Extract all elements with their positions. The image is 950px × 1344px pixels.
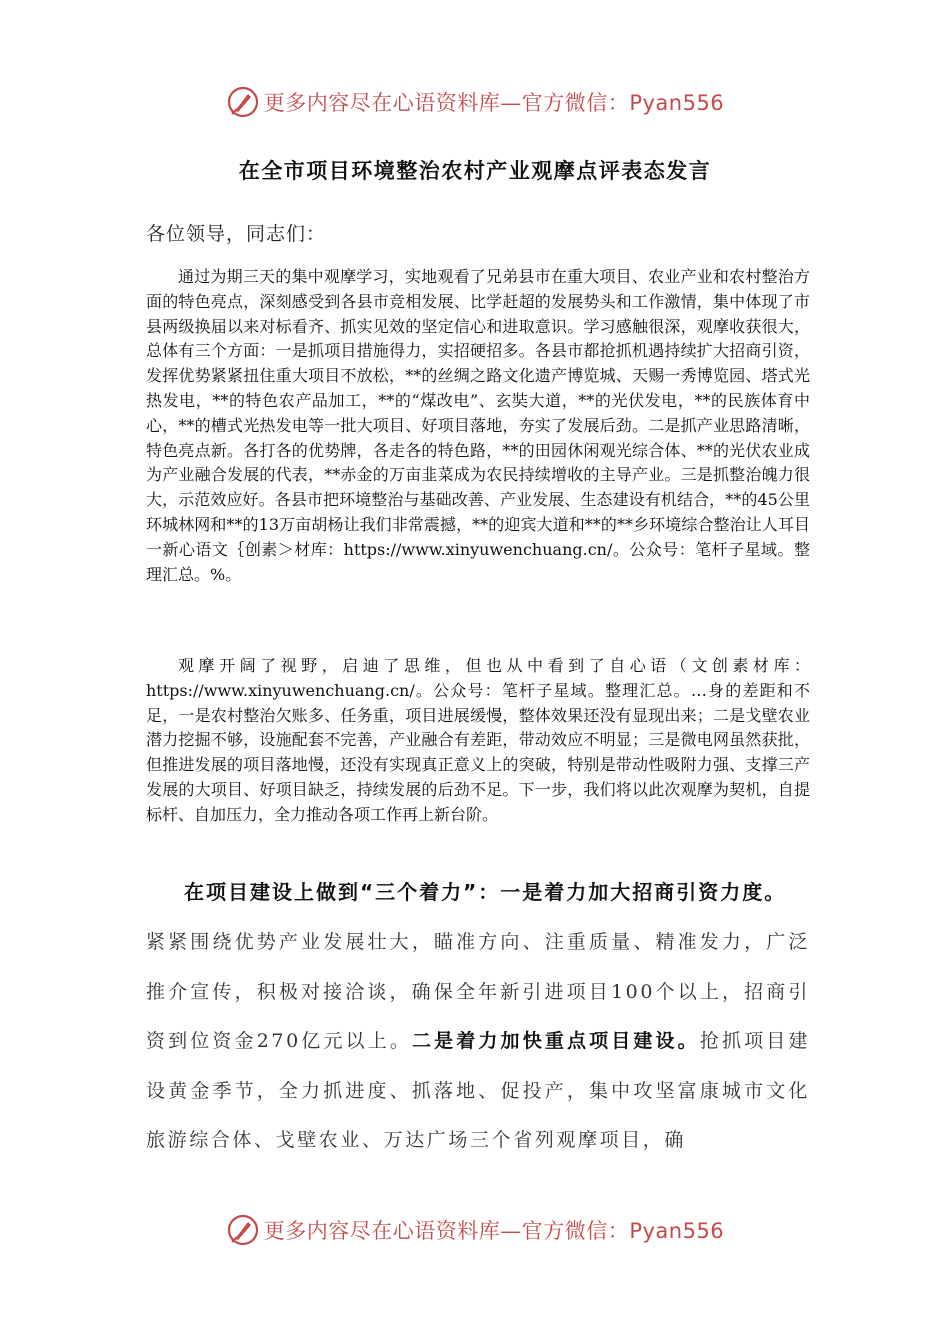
banner-text <box>264 87 724 117</box>
paragraph-shortcomings: 观摩开阔了视野，启迪了思维，但也从中看到了自心语（文创素材库：https://www.xinyuwenchuang.cn/。公众号：笔杆子星域。整理汇总。…身的差距和不足，一是农村整治欠账多、任务重，项目进展缓慢，整体效果还没有显现出来；二是戈壁农业潜力挖掘不够，设施配套不完善，产业融合有差距，带动效应不明显；三是微电网虽然获批，但推进发展的项目落地慢，还没有实现真正意义上的突破，特别是带动性吸附力强、支撑三产发展的大项目、好项目缺乏，持续发展的后劲不足。下一步，我们将以此次观摩为契机，自提标杆、自加压力，全力推动各项工作再上新台阶。 <box>146 656 810 824</box>
body-part-1: 紧紧围绕优势产业发展壮大，瞄准方向、注重质量、精准发力，广泛推介宣传，积极对接洽谈，确保全年新引进项目100个以上，招商引资到位资金270亿元以上。 <box>146 931 810 1052</box>
header-watermark-banner <box>0 82 950 122</box>
document-title: 在全市项目环境整治农村产业观摩点评表态发言 <box>238 159 712 183</box>
banner-text <box>264 1215 724 1245</box>
banner-label: 更多内容尽在心语资料库—官方微信： <box>263 1219 630 1243</box>
section-heading: 在项目建设上做到“三个着力”：一是着力加大招商引资力度。 <box>184 880 787 904</box>
quill-pen-icon <box>226 85 260 119</box>
banner-handle: Pyan556 <box>629 1219 725 1243</box>
body-emphasis: 二是着力加快重点项目建设。 <box>412 1030 700 1052</box>
section-body <box>146 918 810 1166</box>
banner-handle: Pyan556 <box>629 91 725 115</box>
salutation: 各位领导，同志们： <box>146 223 327 245</box>
paragraph-observations: 通过为期三天的集中观摩学习，实地观看了兄弟县市在重大项目、农业产业和农村整治方面的特色亮点，深刻感受到各县市竞相发展、比学赶超的发展势头和工作激情，集中体现了市县两级换届以来对标看齐、抓实见效的坚定信心和进取意识。学习感触很深，观摩收获很大，总体有三个方面：一是抓项目措施得力，实招硬招多。各县市都抢抓机遇持续扩大招商引资，发挥优势紧紧扭住重大项目不放松，**的丝绸之路文化遗产博览城、天赐一秀博览园、塔式光热发电，**的特色农产品加工，**的“煤改电”、玄奘大道，**的光伏发电，**的民族体育中心，**的槽式光热发电等一批大项目、好项目落地，夯实了发展后劲。二是抓产业思路清晰，特色亮点新。各打各的优势牌，各走各的特色路，**的田园休闲观光综合体、**的光伏农业成为产业融合发展的代表，**赤金的万亩韭菜成为农民持续增收的主导产业。三是抓整治魄力很大，示范效应好。各县市把环境整治与基础改善、产业发展、生态建设有机结合，**的45公里环城林网和**的13万亩胡杨让我们非常震撼，**的迎宾大道和**的**乡环境综合整治让人耳目一新心语文｛创素＞材库：https://www.xinyuwenchuang.cn/。公众号：笔杆子星域。整理汇总。%。 <box>146 267 810 584</box>
banner-label: 更多内容尽在心语资料库—官方微信： <box>263 91 630 115</box>
body-part-2: 抢抓项目建设黄金季节，全力抓进度、抓落地、促投产，集中攻坚富康城市文化旅游综合体、戈壁农业、万达广场三个省列观摩项目，确 <box>146 1030 810 1151</box>
footer-watermark-banner <box>0 1210 950 1250</box>
quill-pen-icon <box>226 1213 260 1247</box>
